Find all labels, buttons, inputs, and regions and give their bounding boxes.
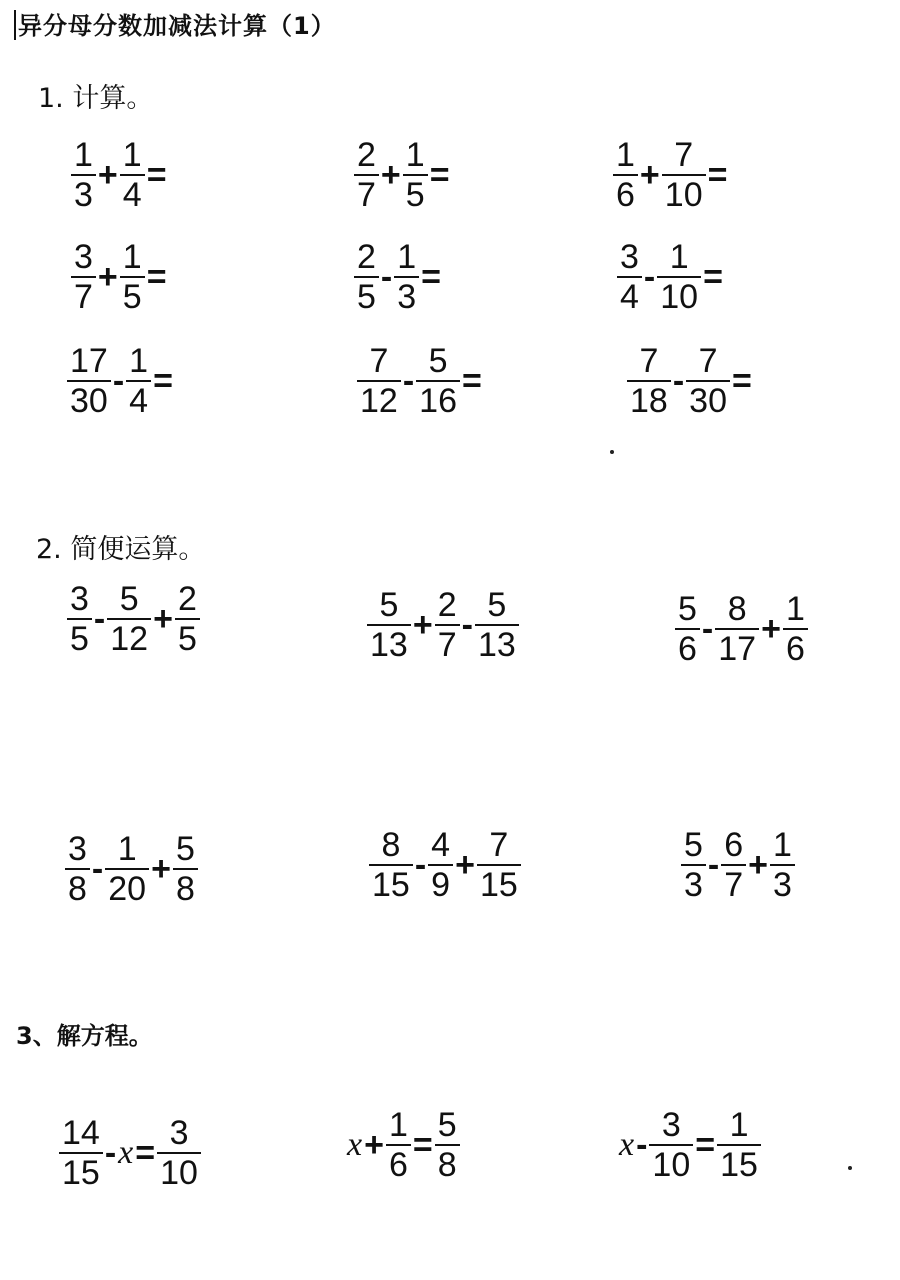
- numerator: 2: [177, 580, 197, 618]
- fraction: [120, 136, 145, 214]
- operator: +: [97, 258, 118, 296]
- numerator: 3: [74, 238, 93, 276]
- operator: -: [643, 258, 656, 296]
- fraction: [59, 1114, 103, 1192]
- fraction: [71, 238, 96, 316]
- denominator: 15: [479, 866, 518, 904]
- numerator: 1: [74, 136, 93, 174]
- operator: =: [412, 1126, 433, 1164]
- fraction: [783, 590, 808, 668]
- denominator: 17: [718, 630, 757, 668]
- denominator: 7: [724, 866, 744, 904]
- fraction: [613, 136, 638, 214]
- fraction: [357, 342, 401, 420]
- operator: -: [636, 1126, 648, 1164]
- numerator: 5: [684, 826, 703, 864]
- section-3-heading: 3、解方程。: [16, 1022, 153, 1050]
- denominator: 6: [785, 630, 805, 668]
- calc-problem: [70, 136, 168, 214]
- operator: -: [91, 850, 104, 888]
- numerator: 1: [405, 136, 425, 174]
- denominator: 3: [773, 866, 792, 904]
- operator: =: [731, 362, 752, 400]
- section-1-heading: 1. 计算。: [38, 83, 154, 114]
- denominator: 3: [74, 176, 93, 214]
- denominator: 5: [357, 278, 376, 316]
- numerator: 3: [169, 1114, 189, 1152]
- calc-problem: [626, 342, 753, 420]
- operator: -: [707, 846, 720, 884]
- section-2-heading: 2. 简便运算。: [36, 534, 206, 565]
- denominator: 30: [70, 382, 108, 420]
- denominator: 5: [177, 620, 197, 658]
- numerator: 3: [68, 830, 87, 868]
- denominator: 18: [630, 382, 668, 420]
- operator: +: [153, 600, 173, 638]
- fraction: [435, 586, 460, 664]
- numerator: 1: [785, 590, 805, 628]
- numerator: 14: [62, 1114, 100, 1152]
- calc-problem: [70, 238, 168, 316]
- fraction: [715, 590, 759, 668]
- fraction: [367, 586, 411, 664]
- fraction: [403, 136, 428, 214]
- denominator: 3: [397, 278, 417, 316]
- numerator: 1: [773, 826, 792, 864]
- fraction: [662, 136, 706, 214]
- numerator: 8: [381, 826, 401, 864]
- denominator: 8: [437, 1146, 457, 1184]
- fraction: [657, 238, 701, 316]
- ink-dot: [610, 450, 614, 454]
- denominator: 16: [419, 382, 457, 420]
- fraction: [681, 826, 706, 904]
- fraction: [686, 342, 730, 420]
- numerator: 6: [724, 826, 744, 864]
- operator: =: [707, 156, 728, 194]
- denominator: 30: [689, 382, 727, 420]
- denominator: 8: [68, 870, 87, 908]
- fraction: [157, 1114, 201, 1192]
- operator: =: [703, 258, 723, 296]
- document-title: 异分母分数加减法计算（1）: [18, 12, 336, 40]
- denominator: 12: [110, 620, 149, 658]
- denominator: 13: [370, 626, 408, 664]
- numerator: 5: [428, 342, 448, 380]
- operator: =: [146, 258, 167, 296]
- calc-problem: [616, 238, 724, 316]
- operator: +: [380, 156, 401, 194]
- denominator: 15: [62, 1154, 100, 1192]
- operator: =: [695, 1126, 716, 1164]
- numerator: 1: [122, 136, 142, 174]
- operator: =: [146, 156, 167, 194]
- operator: -: [461, 606, 473, 644]
- fraction: [67, 580, 92, 658]
- operator: -: [104, 1134, 117, 1172]
- fraction: [65, 830, 90, 908]
- simplify-problem: [64, 830, 199, 908]
- denominator: 4: [122, 176, 142, 214]
- fraction: [175, 580, 200, 658]
- fraction: [617, 238, 642, 316]
- numerator: 5: [678, 590, 697, 628]
- operator: -: [402, 362, 415, 400]
- numerator: 1: [122, 238, 142, 276]
- variable: x: [118, 1134, 134, 1171]
- fraction: [394, 238, 419, 316]
- fraction: [354, 136, 379, 214]
- denominator: 15: [372, 866, 410, 904]
- numerator: 7: [369, 342, 389, 380]
- equation-problem: [618, 1106, 762, 1184]
- operator: +: [748, 846, 769, 884]
- calc-problem: [353, 238, 442, 316]
- fraction: [627, 342, 671, 420]
- numerator: 3: [620, 238, 639, 276]
- operator: =: [135, 1134, 156, 1172]
- operator: -: [93, 600, 106, 638]
- operator: =: [153, 362, 173, 400]
- simplify-problem: [674, 590, 809, 668]
- numerator: 2: [357, 238, 376, 276]
- fraction: [386, 1106, 411, 1184]
- numerator: 1: [129, 342, 149, 380]
- numerator: 5: [175, 830, 195, 868]
- simplify-problem: [66, 580, 201, 658]
- denominator: 10: [160, 1154, 198, 1192]
- denominator: 7: [437, 626, 457, 664]
- numerator: 3: [661, 1106, 681, 1144]
- denominator: 13: [477, 626, 516, 664]
- calc-problem: [66, 342, 174, 420]
- denominator: 7: [357, 176, 376, 214]
- numerator: 5: [437, 1106, 457, 1144]
- fraction: [435, 1106, 460, 1184]
- numerator: 5: [379, 586, 399, 624]
- simplify-problem: [680, 826, 796, 904]
- operator: +: [455, 846, 475, 884]
- numerator: 8: [727, 590, 747, 628]
- numerator: 2: [357, 136, 376, 174]
- denominator: 3: [684, 866, 703, 904]
- denominator: 10: [652, 1146, 691, 1184]
- numerator: 1: [729, 1106, 749, 1144]
- numerator: 7: [489, 826, 509, 864]
- numerator: 4: [431, 826, 451, 864]
- operator: +: [151, 850, 171, 888]
- operator: =: [461, 362, 482, 400]
- equation-problem: [58, 1114, 202, 1192]
- numerator: 1: [397, 238, 417, 276]
- variable: x: [347, 1126, 363, 1163]
- calc-problem: [612, 136, 728, 214]
- operator: =: [421, 258, 442, 296]
- operator: =: [429, 156, 450, 194]
- operator: +: [364, 1126, 384, 1164]
- operator: -: [701, 610, 714, 648]
- numerator: 1: [616, 136, 635, 174]
- fraction: [126, 342, 151, 420]
- denominator: 6: [678, 630, 697, 668]
- fraction: [67, 342, 111, 420]
- fraction: [717, 1106, 761, 1184]
- numerator: 1: [388, 1106, 408, 1144]
- numerator: 5: [487, 586, 507, 624]
- calc-problem: [353, 136, 451, 214]
- numerator: 5: [119, 580, 139, 618]
- equation-problem: [346, 1106, 461, 1184]
- denominator: 6: [388, 1146, 408, 1184]
- numerator: 1: [117, 830, 137, 868]
- numerator: 7: [674, 136, 694, 174]
- numerator: 1: [669, 238, 689, 276]
- denominator: 20: [108, 870, 147, 908]
- operator: -: [112, 362, 125, 400]
- fraction: [477, 826, 521, 904]
- fraction: [770, 826, 795, 904]
- denominator: 5: [70, 620, 89, 658]
- fraction: [428, 826, 453, 904]
- denominator: 15: [720, 1146, 758, 1184]
- denominator: 8: [175, 870, 195, 908]
- fraction: [416, 342, 460, 420]
- denominator: 5: [122, 278, 142, 316]
- fraction: [369, 826, 413, 904]
- numerator: 17: [70, 342, 108, 380]
- numerator: 7: [698, 342, 718, 380]
- fraction: [675, 590, 700, 668]
- fraction: [649, 1106, 693, 1184]
- fraction: [354, 238, 379, 316]
- numerator: 7: [639, 342, 659, 380]
- operator: +: [761, 610, 781, 648]
- numerator: 3: [70, 580, 89, 618]
- fraction: [173, 830, 198, 908]
- ink-dot: [848, 1166, 852, 1170]
- numerator: 2: [437, 586, 457, 624]
- fraction: [475, 586, 519, 664]
- denominator: 4: [129, 382, 149, 420]
- operator: +: [639, 156, 660, 194]
- denominator: 6: [616, 176, 635, 214]
- denominator: 10: [664, 176, 703, 214]
- fraction: [721, 826, 746, 904]
- denominator: 12: [360, 382, 398, 420]
- denominator: 9: [431, 866, 451, 904]
- denominator: 4: [620, 278, 639, 316]
- denominator: 5: [405, 176, 425, 214]
- denominator: 7: [74, 278, 93, 316]
- text-cursor: [14, 10, 16, 40]
- operator: +: [97, 156, 118, 194]
- operator: -: [414, 846, 427, 884]
- operator: +: [412, 606, 433, 644]
- calc-problem: [356, 342, 483, 420]
- fraction: [107, 580, 151, 658]
- variable: x: [619, 1126, 635, 1163]
- denominator: 10: [660, 278, 699, 316]
- simplify-problem: [368, 826, 522, 904]
- fraction: [71, 136, 96, 214]
- operator: -: [380, 258, 393, 296]
- fraction: [120, 238, 145, 316]
- fraction: [105, 830, 149, 908]
- simplify-problem: [366, 586, 520, 664]
- operator: -: [672, 362, 685, 400]
